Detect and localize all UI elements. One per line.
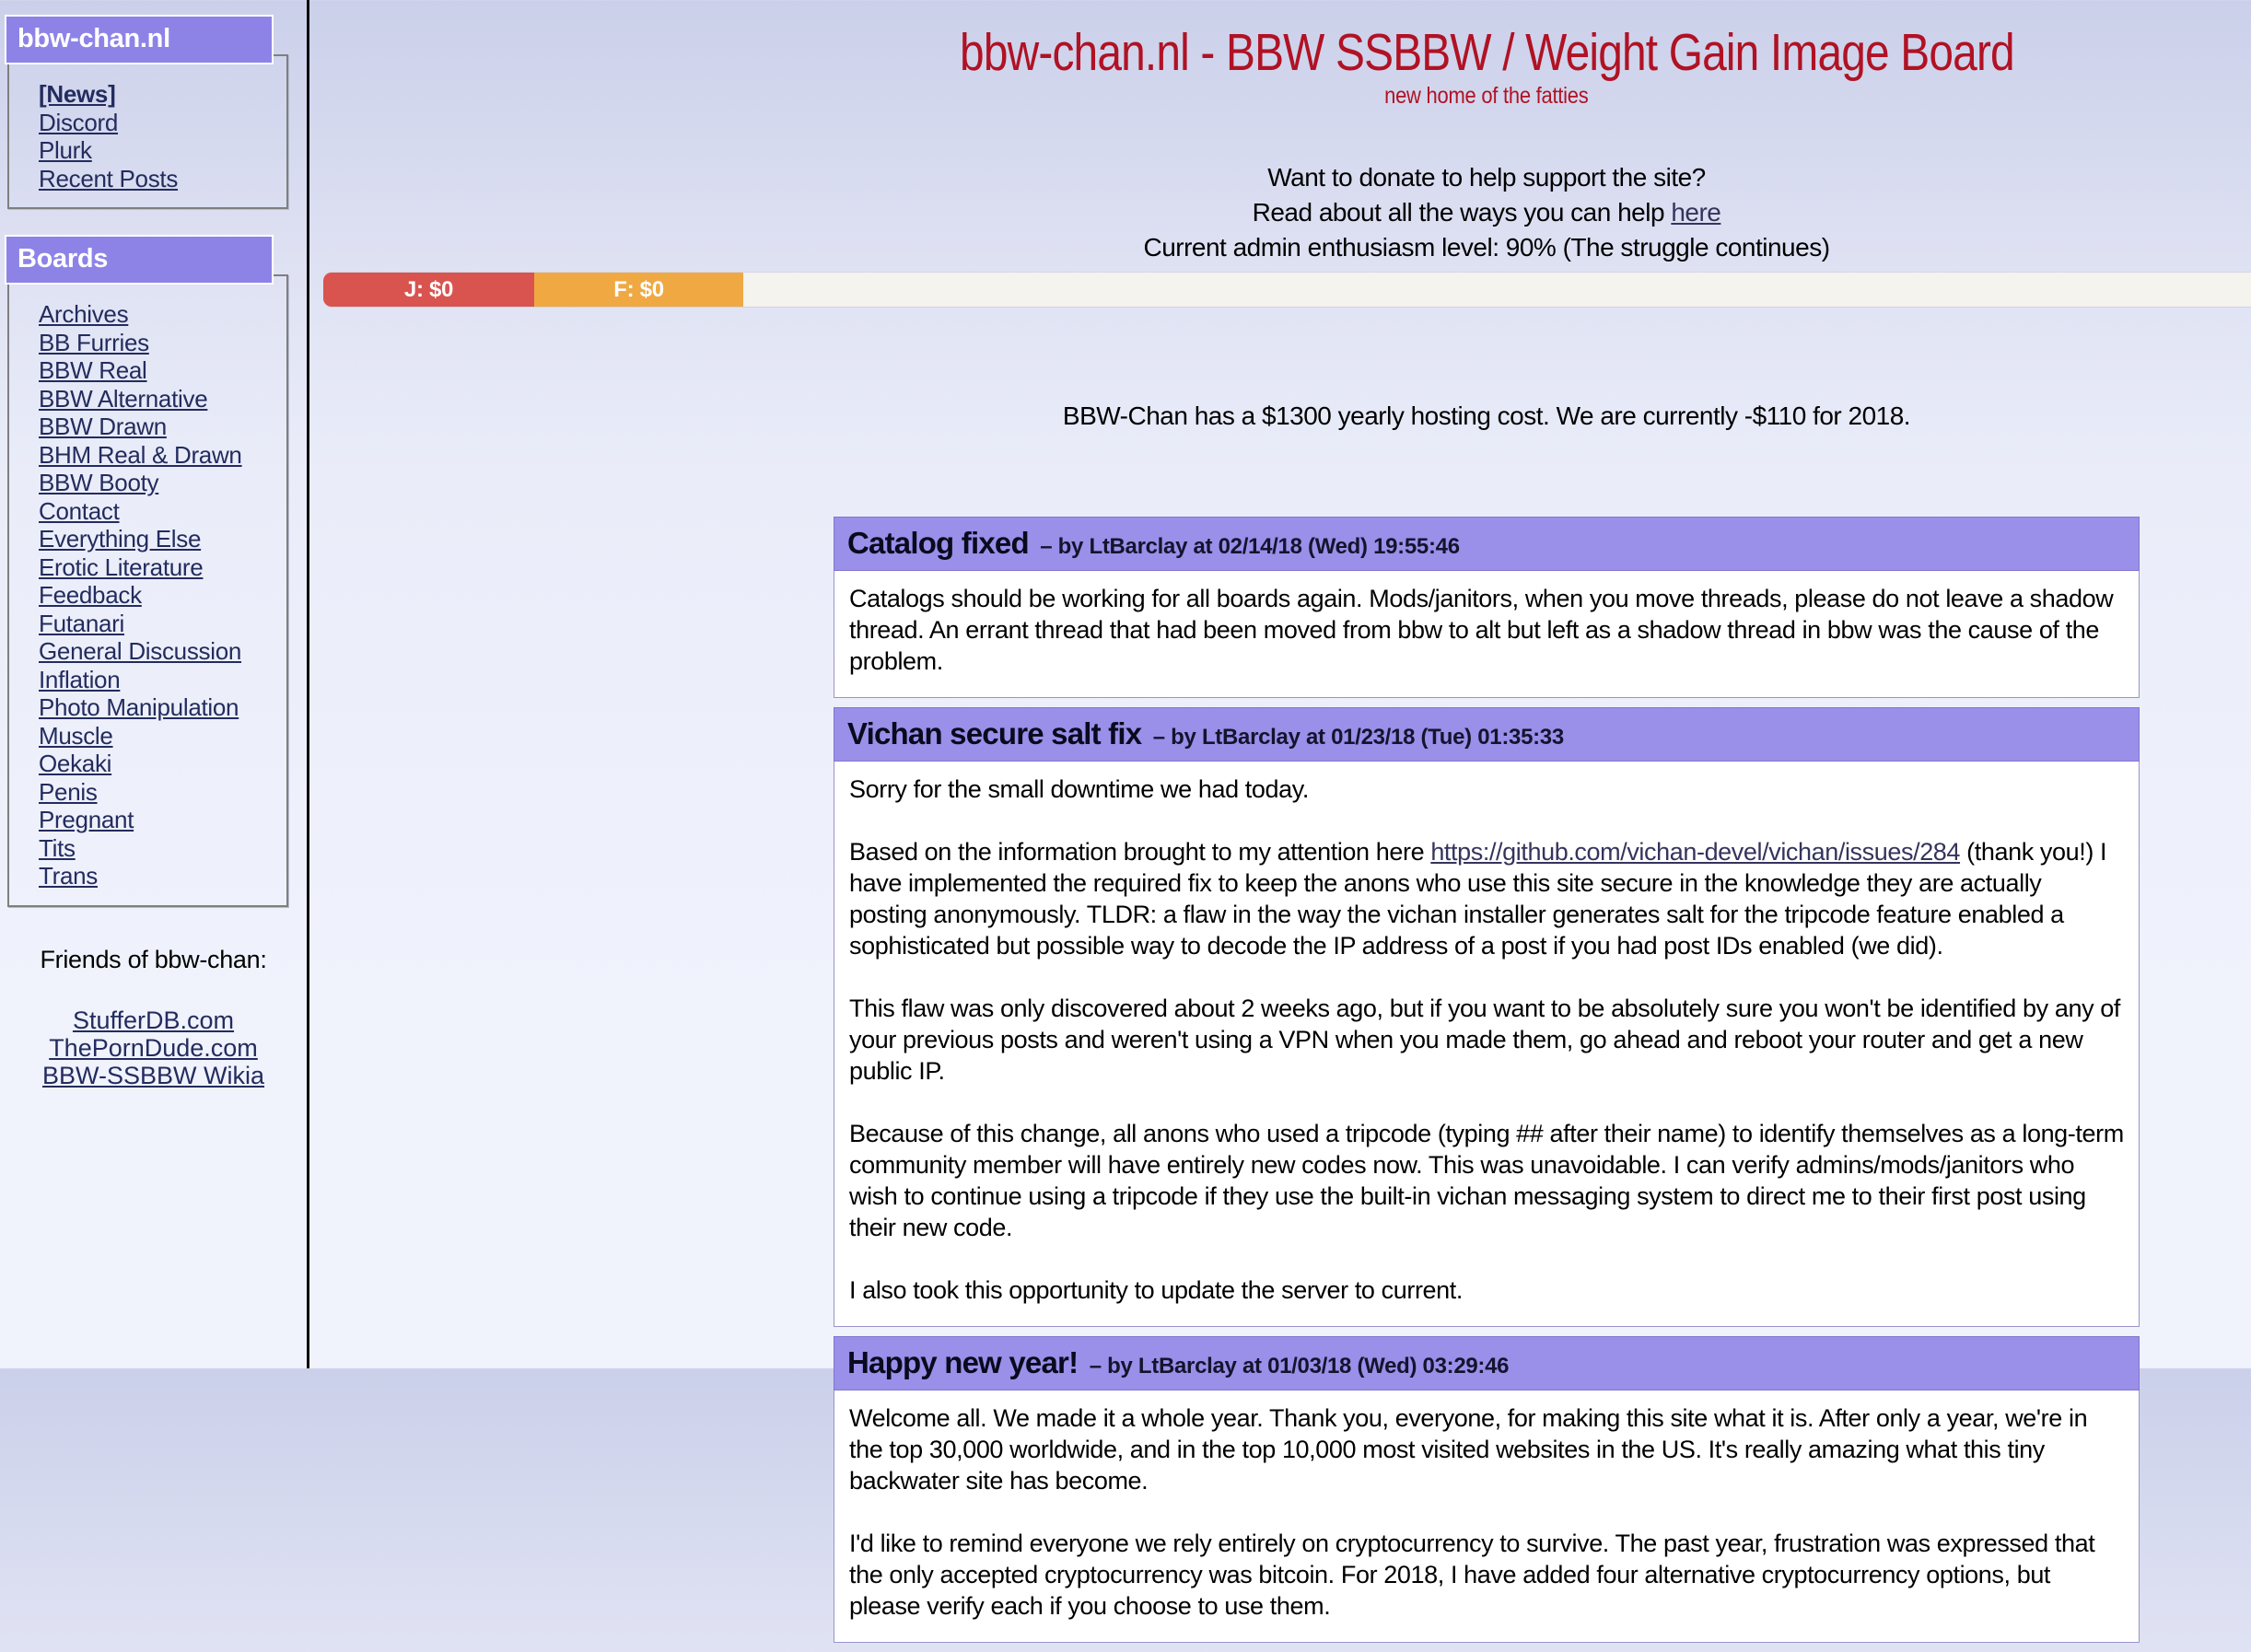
sidebar-board-link[interactable]: Erotic Literature <box>39 553 204 581</box>
main-area <box>312 0 2251 1620</box>
donate-line-3: Current admin enthusiasm level: 90% (The struggle continues) <box>1143 233 1830 262</box>
post-header <box>834 517 2140 571</box>
post-title: Happy new year! <box>847 1345 1079 1379</box>
friend-link[interactable]: BBW-SSBBW Wikia <box>41 1061 265 1089</box>
post-body <box>834 762 2140 1327</box>
sidebar-nav-link[interactable]: Plurk <box>39 136 92 164</box>
sidebar-board-link[interactable]: Inflation <box>39 665 121 693</box>
sidebar-board-link[interactable]: Penis <box>39 777 98 806</box>
friend-link[interactable]: ThePornDude.com <box>49 1033 258 1062</box>
sidebar-board-link[interactable]: Photo Manipulation <box>39 693 239 721</box>
sidebar-board-link[interactable]: Pregnant <box>39 806 134 833</box>
post-header <box>834 1336 2140 1390</box>
page-title: bbw-chan.nl - BBW SSBBW / Weight Gain Image Board <box>959 23 2014 82</box>
sidebar-board-link[interactable]: BBW Drawn <box>39 413 167 440</box>
sidebar-board-link[interactable]: BHM Real & Drawn <box>39 440 242 469</box>
post-byline: – by LtBarclay at 02/14/18 (Wed) 19:55:46 <box>1040 534 1460 559</box>
donate-here-link[interactable]: here <box>1671 198 1721 227</box>
news-posts <box>834 517 2140 1643</box>
post-byline: – by LtBarclay at 01/23/18 (Tue) 01:35:33 <box>1152 725 1564 750</box>
post-body <box>834 1390 2140 1643</box>
donate-line-2: Read about all the ways you can help here <box>1252 198 1721 227</box>
sidebar-site-title: bbw-chan.nl <box>5 15 274 64</box>
donate-block <box>834 160 2140 265</box>
post-paragraph: I'd like to remind everyone we rely entirely on cryptocurrency to survive. The past year, frustration was expressed that the only accepted cryptocurrency was bitcoin. For 2018, I have added four alternative cryptocurrency options, but please verify each if you choose to use them. <box>849 1530 2095 1620</box>
sidebar-board-link[interactable]: Feedback <box>39 581 142 609</box>
sidebar-board-link[interactable]: Tits <box>39 833 76 862</box>
post-paragraph: Based on the information brought to my attention here https://github.com/vichan-devel/vichan/issues/284 (thank you!) I have implemented the required fix to keep the anons who use this site secure in the knowledge they are actually posting anonymously. TLDR: a flaw in the way the vichan installer generates salt for the tripcode feature enabled a sophisticated but possible way to decode the IP address of a post if you had post IDs enabled (we did). <box>849 838 2107 960</box>
news-post <box>834 1336 2140 1643</box>
post-paragraph: Sorry for the small downtime we had today. <box>849 775 1309 803</box>
post-paragraph: Welcome all. We made it a whole year. Thank you, everyone, for making this site what it is. After only a year, we're in the top 30,000 worldwide, and in the top 10,000 most visited websites in the US. It's really amazing what this tiny backwater site has become. <box>849 1404 2088 1495</box>
sidebar-board-link[interactable]: BB Furries <box>39 328 149 356</box>
post-header <box>834 707 2140 762</box>
sidebar-nav-link[interactable]: [News] <box>39 80 116 108</box>
post-paragraph: Because of this change, all anons who used a tripcode (typing ## after their name) to identify themselves as a long-term community member will have entirely new codes now. This was unavoidable. I can verify admins/mods/janitors who wish to continue using a tripcode if they use the built-in vichan messaging system to direct me to their first post using their new code. <box>849 1120 2124 1241</box>
donate-line-1: Want to donate to help support the site? <box>1267 163 1706 192</box>
sidebar-board-link[interactable]: Muscle <box>39 721 113 750</box>
page-subtitle: new home of the fatties <box>1384 83 1589 109</box>
post-paragraph: Catalogs should be working for all boards again. Mods/janitors, when you move threads, please do not leave a shadow thread. An errant thread that had been moved from bbw to alt but left as a shadow thread in bbw was the cause of the problem. <box>849 585 2114 675</box>
sidebar-boards-box <box>7 274 288 907</box>
sidebar-boards-title: Boards <box>5 235 274 285</box>
sidebar-board-link[interactable]: Everything Else <box>39 525 202 553</box>
post-paragraph: I also took this opportunity to update the server to current. <box>849 1276 1463 1304</box>
donation-bar-segment-j: J: $0 <box>323 273 534 307</box>
donation-bar-segment-f: F: $0 <box>534 273 743 307</box>
github-issue-link[interactable]: https://github.com/vichan-devel/vichan/issues/284 <box>1430 838 1961 866</box>
sidebar <box>0 0 309 1368</box>
sidebar-board-link[interactable]: Futanari <box>39 609 124 637</box>
post-paragraph: This flaw was only discovered about 2 weeks ago, but if you want to be absolutely sure you won't be identified by any of your previous posts and weren't using a VPN when you made them, go ahead and reboot your router and get a new public IP. <box>849 995 2120 1085</box>
post-title: Catalog fixed <box>847 526 1029 560</box>
sidebar-nav-link[interactable]: Recent Posts <box>39 164 179 192</box>
sidebar-board-link[interactable]: BBW Alternative <box>39 384 208 413</box>
post-body <box>834 571 2140 698</box>
news-post <box>834 707 2140 1327</box>
post-byline: – by LtBarclay at 01/03/18 (Wed) 03:29:46 <box>1089 1354 1510 1379</box>
sidebar-nav-box <box>7 54 288 209</box>
sidebar-nav-link[interactable]: Discord <box>39 108 119 136</box>
friend-link[interactable]: StufferDB.com <box>72 1006 235 1034</box>
sidebar-board-link[interactable]: Archives <box>39 300 129 328</box>
sidebar-board-link[interactable]: General Discussion <box>39 637 242 665</box>
friends-links <box>0 1006 307 1089</box>
friends-heading: Friends of bbw-chan: <box>40 945 267 973</box>
news-post <box>834 517 2140 698</box>
hosting-cost-line: BBW-Chan has a $1300 yearly hosting cost. We are currently -$110 for 2018. <box>1062 401 1911 430</box>
sidebar-board-link[interactable]: BBW Real <box>39 356 147 384</box>
sidebar-board-link[interactable]: Oekaki <box>39 750 112 777</box>
sidebar-board-link[interactable]: Trans <box>39 862 98 890</box>
sidebar-board-link[interactable]: BBW Booty <box>39 469 159 496</box>
content-column <box>834 0 2140 1652</box>
post-title: Vichan secure salt fix <box>847 716 1142 750</box>
sidebar-board-link[interactable]: Contact <box>39 496 120 525</box>
